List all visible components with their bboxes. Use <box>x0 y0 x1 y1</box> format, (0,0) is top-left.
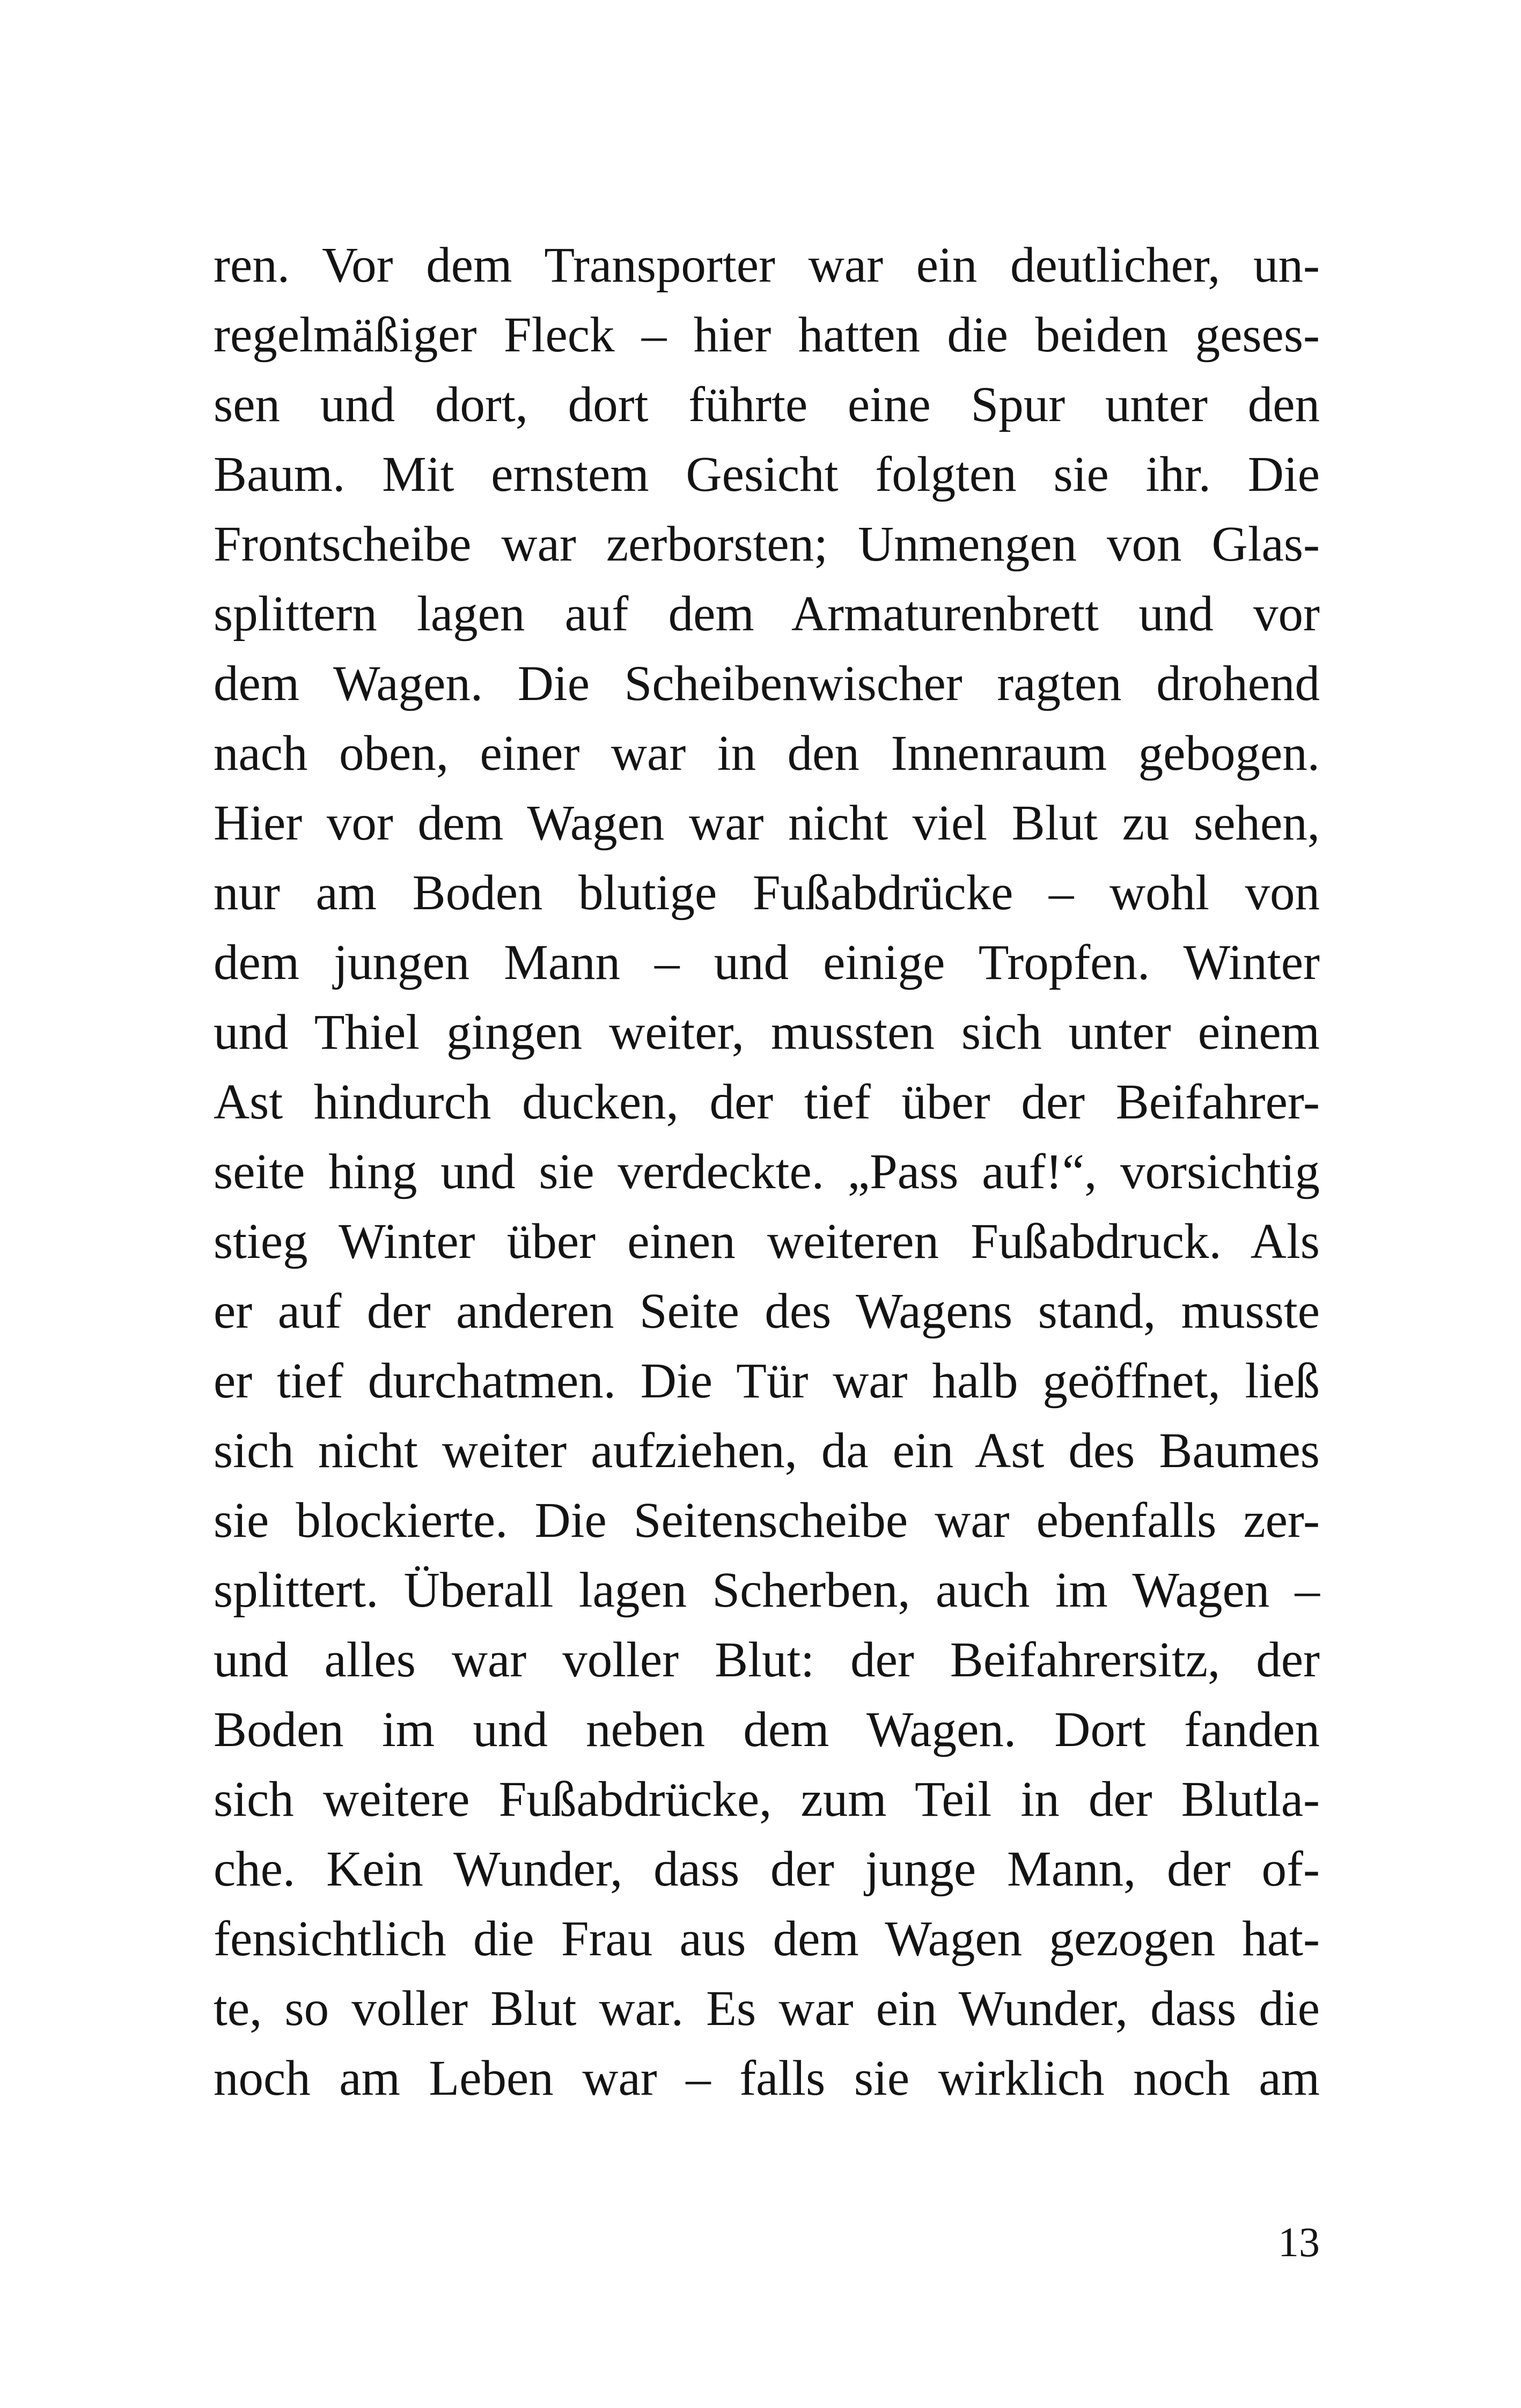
text-line: Frontscheibe war zerborsten; Unmengen von Glas- <box>214 517 1320 572</box>
text-line: seite hing und sie verdeckte. „Pass auf!“, vorsichtig <box>214 1144 1320 1199</box>
text-line: sie blockierte. Die Seitenscheibe war ebenfalls zer- <box>214 1493 1320 1548</box>
text-line: splittert. Überall lagen Scherben, auch im Wagen – <box>214 1563 1320 1618</box>
text-line: fensichtlich die Frau aus dem Wagen gezogen hat- <box>214 1911 1320 1967</box>
text-line: Ast hindurch ducken, der tief über der Beifahrer- <box>214 1074 1320 1130</box>
text-line: che. Kein Wunder, dass der junge Mann, der of- <box>214 1842 1320 1897</box>
page-number: 13 <box>1278 2219 1320 2265</box>
text-line: Baum. Mit ernstem Gesicht folgten sie ihr. Die <box>214 447 1320 502</box>
text-line: regelmäßiger Fleck – hier hatten die beiden geses- <box>214 307 1320 363</box>
text-line: sen und dort, dort führte eine Spur unter den <box>214 377 1320 432</box>
text-line: er auf der anderen Seite des Wagens stand, musste <box>214 1284 1320 1339</box>
text-line: nur am Boden blutige Fußabdrücke – wohl von <box>214 865 1320 921</box>
text-line: er tief durchatmen. Die Tür war halb geöffnet, ließ <box>214 1353 1320 1409</box>
text-line: und Thiel gingen weiter, mussten sich unter einem <box>214 1005 1320 1060</box>
text-line: und alles war voller Blut: der Beifahrersitz, der <box>214 1632 1320 1688</box>
text-line: dem Wagen. Die Scheibenwischer ragten drohend <box>214 656 1320 711</box>
text-line: ren. Vor dem Transporter war ein deutlicher, un- <box>214 238 1320 293</box>
text-line: sich weitere Fußabdrücke, zum Teil in der Blutla- <box>214 1772 1320 1827</box>
text-line: stieg Winter über einen weiteren Fußabdruck. Als <box>214 1214 1320 1269</box>
text-line: splittern lagen auf dem Armaturenbrett und vor <box>214 586 1320 642</box>
text-line: nach oben, einer war in den Innenraum gebogen. <box>214 726 1320 781</box>
text-line: Boden im und neben dem Wagen. Dort fanden <box>214 1702 1320 1757</box>
text-line: sich nicht weiter aufziehen, da ein Ast des Baumes <box>214 1423 1320 1478</box>
text-line: dem jungen Mann – und einige Tropfen. Winter <box>214 935 1320 990</box>
body-text <box>214 231 1320 2114</box>
text-line: noch am Leben war – falls sie wirklich noch am <box>214 2051 1320 2106</box>
text-line: te, so voller Blut war. Es war ein Wunder, dass die <box>214 1981 1320 2036</box>
text-line: Hier vor dem Wagen war nicht viel Blut zu sehen, <box>214 796 1320 851</box>
